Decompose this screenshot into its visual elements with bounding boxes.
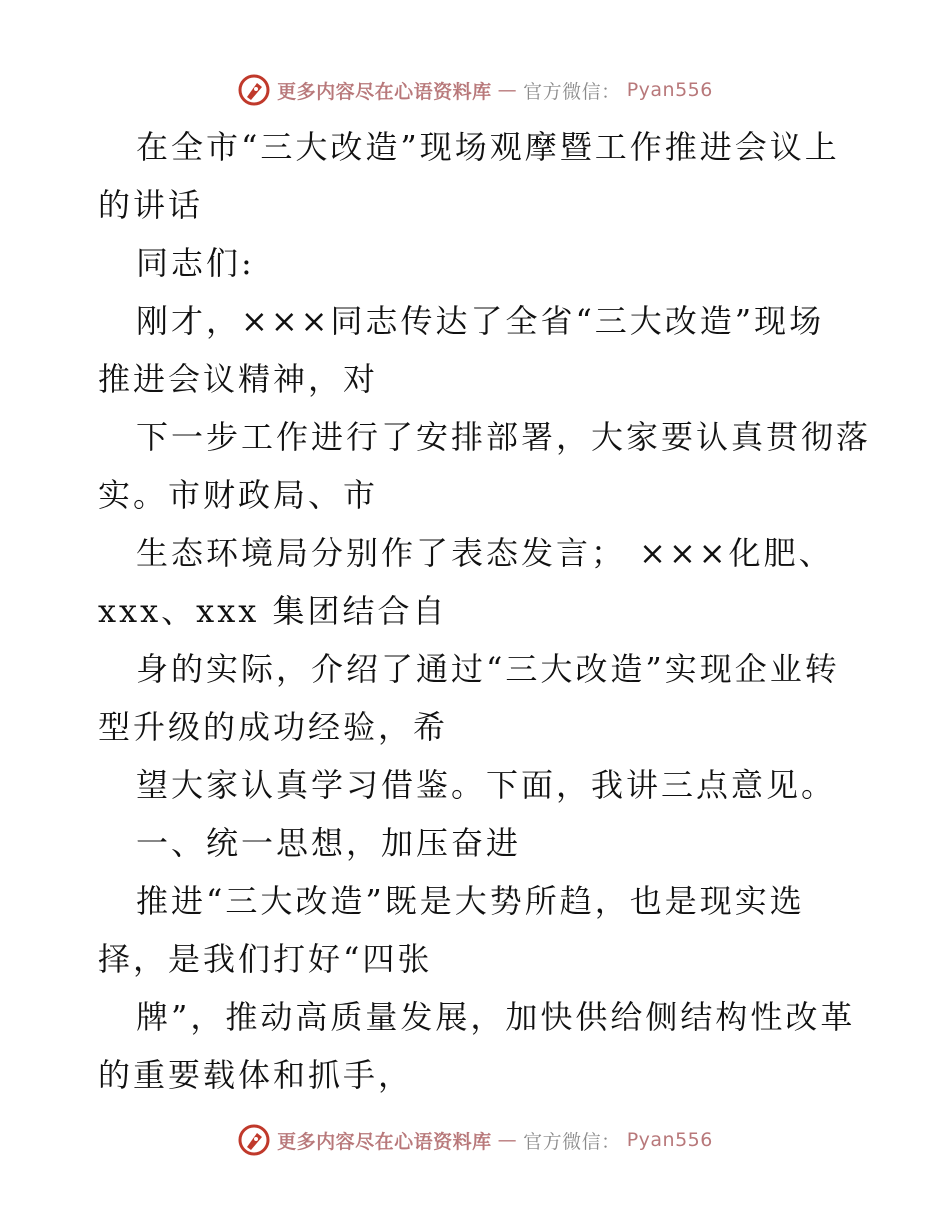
text-line: 择，是我们打好“四张 <box>98 940 433 978</box>
text-line: 推进“三大改造”既是大势所趋，也是现实选 <box>136 882 805 920</box>
watermark-dash: — <box>497 1129 518 1151</box>
text-line: 推进会议精神，对 <box>98 360 379 398</box>
text-line: 下一步工作进行了安排部署，大家要认真贯彻落 <box>136 418 872 456</box>
text-line: xxx、xxx 集团结合自 <box>98 592 448 630</box>
pen-nib-logo-icon <box>237 1123 271 1157</box>
text-line: 型升级的成功经验，希 <box>98 708 449 746</box>
document-body <box>98 118 872 1104</box>
watermark-id: Pyan556 <box>626 1129 713 1151</box>
watermark-official: 官方微信： <box>523 80 621 103</box>
watermark-dash: — <box>497 79 518 101</box>
text-line: 生态环境局分别作了表态发言； ×××化肥、 <box>136 534 834 572</box>
salutation: 同志们: <box>136 244 255 282</box>
watermark-brand: 更多内容尽在心语资料库 <box>277 1130 492 1153</box>
text-line: 身的实际，介绍了通过“三大改造”实现企业转 <box>136 650 840 688</box>
watermark-brand: 更多内容尽在心语资料库 <box>277 80 492 103</box>
watermark-header <box>0 70 950 110</box>
text-line: 实。市财政局、市 <box>98 476 379 514</box>
watermark-footer <box>0 1120 950 1160</box>
watermark-official: 官方微信： <box>523 1130 621 1153</box>
text-line: 的重要载体和抓手， <box>98 1056 414 1094</box>
text-line: 牌”，推动高质量发展，加快供给侧结构性改革 <box>136 998 856 1036</box>
text-line: 刚才，×××同志传达了全省“三大改造”现场 <box>136 302 825 340</box>
title-line-2: 的讲话 <box>98 186 204 224</box>
text-line: 望大家认真学习借鉴。下面，我讲三点意见。 <box>136 766 837 804</box>
watermark-id: Pyan556 <box>626 79 713 101</box>
title-line-1: 在全市“三大改造”现场观摩暨工作推进会议上 <box>136 128 840 166</box>
section-heading: 一、统一思想，加压奋进 <box>136 824 522 862</box>
pen-nib-logo-icon <box>237 73 271 107</box>
